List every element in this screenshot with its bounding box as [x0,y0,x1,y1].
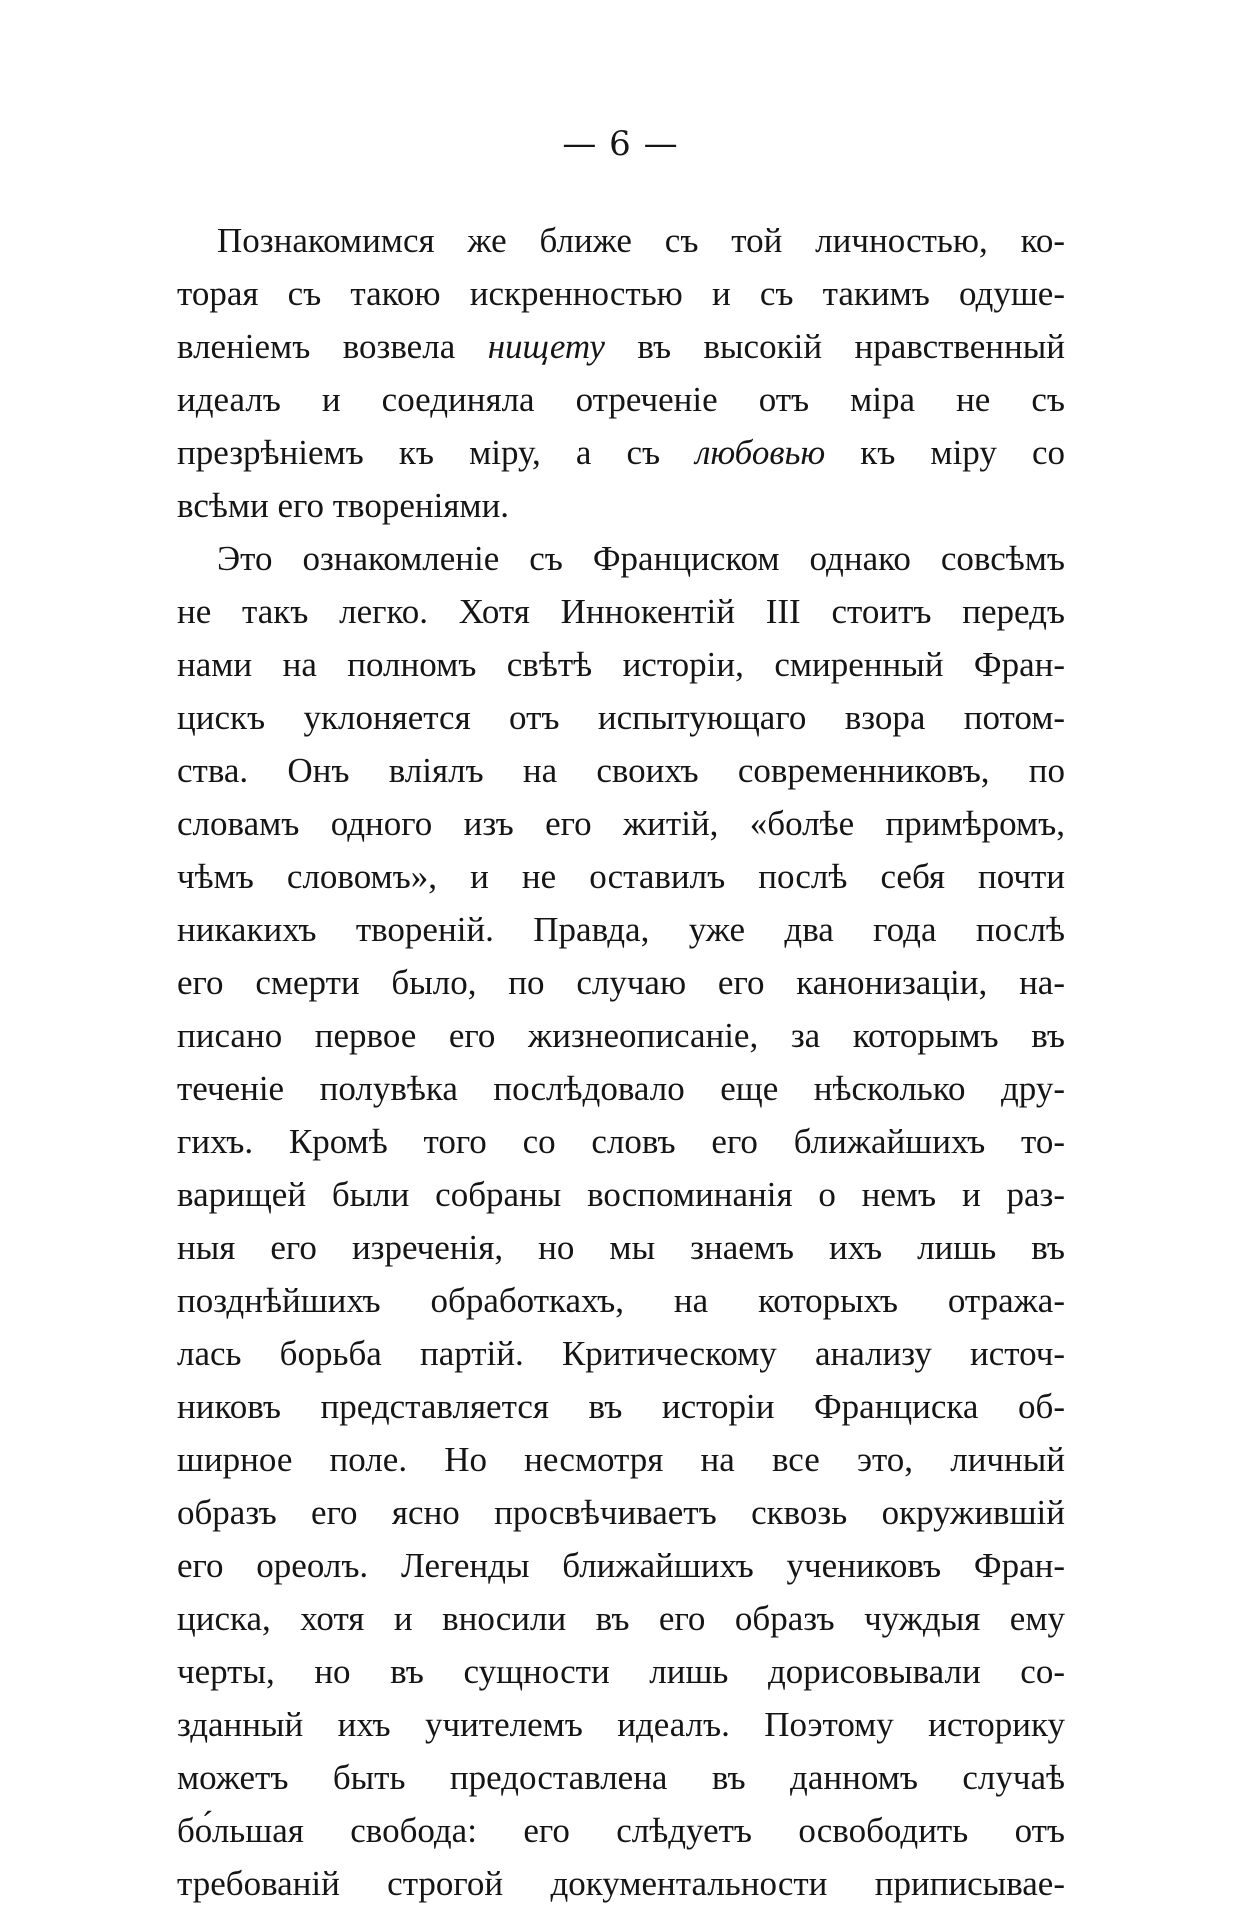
text-line: циска, хотя и вносили въ его образъ чуждыя ему [177,1599,1065,1638]
text-line [177,320,1065,373]
emphasized-word: любовью [695,433,826,472]
page-number: — 6 — [562,124,679,164]
text-line: ширное поле. Но несмотря на все это, личный [177,1440,1065,1479]
text-line: ныя его изреченія, но мы знаемъ ихъ лишь въ [177,1228,1065,1267]
text-line: теченіе полувѣка послѣдовало еще нѣсколько дру- [177,1069,1065,1108]
text-line: его ореолъ. Легенды ближайшихъ учениковъ Фран- [177,1546,1065,1585]
text-line: черты, но въ сущности лишь дорисовывали со- [177,1652,1065,1691]
text-line: ства. Онъ вліялъ на своихъ современниковъ, по [177,751,1065,790]
text-segment: презрѣніемъ къ міру, а съ [177,433,696,472]
text-line: словамъ одного изъ его житій, «болѣе примѣромъ, [177,804,1065,843]
text-line [177,426,1065,479]
text-line: бо́льшая свобода: его слѣдуетъ освободить отъ [177,1811,1065,1850]
text-segment: вленіемъ возвела [177,327,488,366]
page-text [177,214,1065,1910]
text-line: никакихъ твореній. Правда, уже два года послѣ [177,910,1065,949]
text-line: Это ознакомленіе съ Франциском однако совсѣмъ [217,539,1065,578]
text-line: торая съ такою искренностью и съ такимъ одуше- [177,274,1065,313]
text-line: его смерти было, по случаю его канонизаціи, на- [177,963,1065,1002]
text-line: гихъ. Кромѣ того со словъ его ближайшихъ то- [177,1122,1065,1161]
text-line: Познакомимся же ближе съ той личностью, ко- [217,221,1065,260]
text-line: не такъ легко. Хотя Иннокентій III стоитъ передъ [177,592,1065,631]
text-line: зданный ихъ учителемъ идеалъ. Поэтому историку [177,1705,1065,1744]
text-line: всѣми его твореніями. [177,486,510,525]
text-line: лась борьба партій. Критическому анализу источ- [177,1334,1065,1373]
text-line: идеалъ и соединяла отреченіе отъ міра не съ [177,380,1065,419]
text-line: варищей были собраны воспоминанія о немъ и раз- [177,1175,1065,1214]
text-line: нами на полномъ свѣтѣ исторіи, смиренный Фран- [177,645,1065,684]
text-line: требованій строгой документальности приписывае- [177,1864,1065,1903]
text-line: чѣмъ словомъ», и не оставилъ послѣ себя почти [177,857,1065,896]
text-line: можетъ быть предоставлена въ данномъ случаѣ [177,1758,1065,1797]
text-segment: въ высокій нравственный [604,327,1065,366]
text-line: цискъ уклоняется отъ испытующаго взора потом- [177,698,1065,737]
text-line: позднѣйшихъ обработкахъ, на которыхъ отража- [177,1281,1065,1320]
text-line: никовъ представляется въ исторіи Франциска об- [177,1387,1065,1426]
text-line: писано первое его жизнеописаніе, за которымъ въ [177,1016,1065,1055]
text-segment: къ міру со [825,433,1065,472]
emphasized-word: нищету [487,327,605,366]
text-line: образъ его ясно просвѣчиваетъ сквозь окружившій [177,1493,1065,1532]
